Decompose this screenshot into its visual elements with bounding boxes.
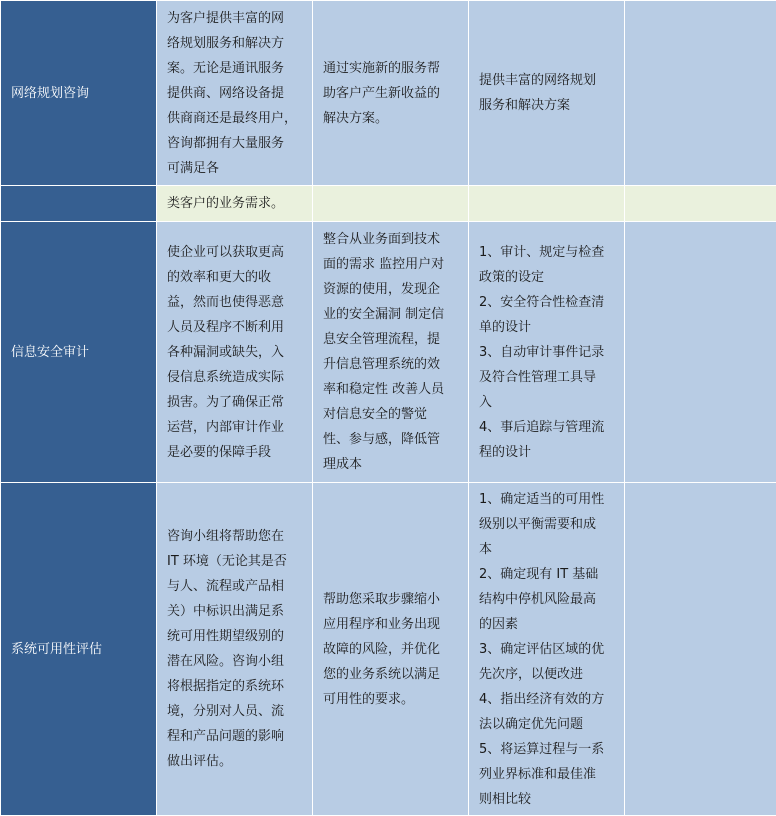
cell-text-line: 3、自动审计事件记录 — [479, 340, 614, 365]
cell-text-line: 益，然而也使得恶意 — [167, 290, 302, 315]
cell-text-line: 对信息安全的警觉 — [323, 402, 458, 427]
cell-text-line: 级别以平衡需要和成 — [479, 512, 614, 537]
table-row-continuation — [1, 186, 776, 222]
cell-text-line: 使企业可以获取更高 — [167, 240, 302, 265]
cell-text-line: 提供商、网络设备提 — [167, 81, 302, 106]
cell-value — [313, 1, 469, 186]
cell-text-line: 入 — [479, 390, 614, 415]
cell-services — [469, 222, 625, 483]
cell-text-line: 可满足各 — [167, 156, 302, 181]
cell-text-line: 2、确定现有 IT 基础 — [479, 562, 614, 587]
cell-text-line: IT 环境（无论其是否 — [167, 549, 302, 574]
cell-text-line: 理成本 — [323, 452, 458, 477]
cell-text-line: 本 — [479, 537, 614, 562]
row-label-empty — [1, 186, 157, 222]
cell-text-line: 2、安全符合性检查清 — [479, 290, 614, 315]
cell-text-line: 的效率和更大的收 — [167, 265, 302, 290]
cell-text-line: 1、审计、规定与检查 — [479, 240, 614, 265]
cell-services — [469, 186, 625, 222]
cell-text-line: 故障的风险，并优化 — [323, 637, 458, 662]
cell-text-line: 性、参与感，降低管 — [323, 427, 458, 452]
cell-text-line: 案。无论是通讯服务 — [167, 56, 302, 81]
cell-empty — [625, 1, 776, 186]
cell-text-line: 程的设计 — [479, 440, 614, 465]
row-label-security-audit: 信息安全审计 — [1, 222, 157, 483]
cell-description — [157, 186, 313, 222]
cell-services — [469, 483, 625, 816]
cell-text-line: 运营，内部审计作业 — [167, 415, 302, 440]
cell-text-line: 类客户的业务需求。 — [167, 191, 302, 216]
cell-text-line: 您的业务系统以满足 — [323, 662, 458, 687]
cell-text-line: 境，分别对人员、流 — [167, 699, 302, 724]
cell-text-line: 通过实施新的服务帮 — [323, 56, 458, 81]
cell-text-line: 的因素 — [479, 612, 614, 637]
cell-text-line: 可用性的要求。 — [323, 687, 458, 712]
cell-text-line: 提供丰富的网络规划 — [479, 68, 614, 93]
cell-text-line: 帮助您采取步骤缩小 — [323, 587, 458, 612]
cell-text-line: 4、指出经济有效的方 — [479, 687, 614, 712]
cell-text-line: 关）中标识出满足系 — [167, 599, 302, 624]
cell-text-line: 络规划服务和解决方 — [167, 31, 302, 56]
cell-text-line: 业的安全漏洞 制定信 — [323, 302, 458, 327]
cell-text-line: 侵信息系统造成实际 — [167, 365, 302, 390]
cell-text-line: 及符合性管理工具导 — [479, 365, 614, 390]
cell-text-line: 潜在风险。咨询小组 — [167, 649, 302, 674]
cell-text-line: 各种漏洞或缺失，入 — [167, 340, 302, 365]
cell-text-line: 资源的使用，发现企 — [323, 277, 458, 302]
cell-text-line: 咨询都拥有大量服务 — [167, 131, 302, 156]
cell-text-line: 1、确定适当的可用性 — [479, 487, 614, 512]
cell-text-line: 咨询小组将帮助您在 — [167, 524, 302, 549]
cell-text-line: 5、将运算过程与一系 — [479, 737, 614, 762]
cell-value — [313, 483, 469, 816]
cell-services — [469, 1, 625, 186]
cell-description — [157, 222, 313, 483]
cell-text-line: 人员及程序不断利用 — [167, 315, 302, 340]
cell-empty — [625, 186, 776, 222]
cell-text-line: 整合从业务面到技术 — [323, 227, 458, 252]
cell-text-line: 结构中停机风险最高 — [479, 587, 614, 612]
cell-text-line: 法以确定优先问题 — [479, 712, 614, 737]
cell-text-line: 3、确定评估区域的优 — [479, 637, 614, 662]
row-label-network-planning: 网络规划咨询 — [1, 1, 157, 186]
cell-text-line: 升信息管理系统的效 — [323, 352, 458, 377]
cell-description — [157, 483, 313, 816]
cell-empty — [625, 483, 776, 816]
cell-value — [313, 186, 469, 222]
cell-text-line: 供商商还是最终用户， — [167, 106, 302, 131]
table-row-network-planning — [1, 1, 776, 186]
cell-empty — [625, 222, 776, 483]
cell-text-line: 面的需求 监控用户对 — [323, 252, 458, 277]
cell-text-line: 政策的设定 — [479, 265, 614, 290]
cell-description — [157, 1, 313, 186]
cell-text-line: 解决方案。 — [323, 106, 458, 131]
cell-text-line: 程和产品问题的影响 — [167, 724, 302, 749]
cell-text-line: 是必要的保障手段 — [167, 440, 302, 465]
cell-text-line: 服务和解决方案 — [479, 93, 614, 118]
cell-text-line: 先次序，以便改进 — [479, 662, 614, 687]
cell-text-line: 与人、流程或产品相 — [167, 574, 302, 599]
cell-text-line: 损害。为了确保正常 — [167, 390, 302, 415]
table-row-availability — [1, 483, 776, 816]
cell-text-line: 助客户产生新收益的 — [323, 81, 458, 106]
cell-text-line: 为客户提供丰富的网 — [167, 6, 302, 31]
cell-text-line: 4、事后追踪与管理流 — [479, 415, 614, 440]
cell-text-line: 列业界标准和最佳准 — [479, 762, 614, 787]
row-label-availability: 系统可用性评估 — [1, 483, 157, 816]
cell-text-line: 应用程序和业务出现 — [323, 612, 458, 637]
cell-text-line: 单的设计 — [479, 315, 614, 340]
cell-text-line: 率和稳定性 改善人员 — [323, 377, 458, 402]
cell-text-line: 将根据指定的系统环 — [167, 674, 302, 699]
cell-text-line: 统可用性期望级别的 — [167, 624, 302, 649]
cell-text-line: 息安全管理流程，提 — [323, 327, 458, 352]
cell-text-line: 做出评估。 — [167, 749, 302, 774]
cell-text-line: 则相比较 — [479, 787, 614, 812]
cell-value — [313, 222, 469, 483]
table-row-security-audit — [1, 222, 776, 483]
